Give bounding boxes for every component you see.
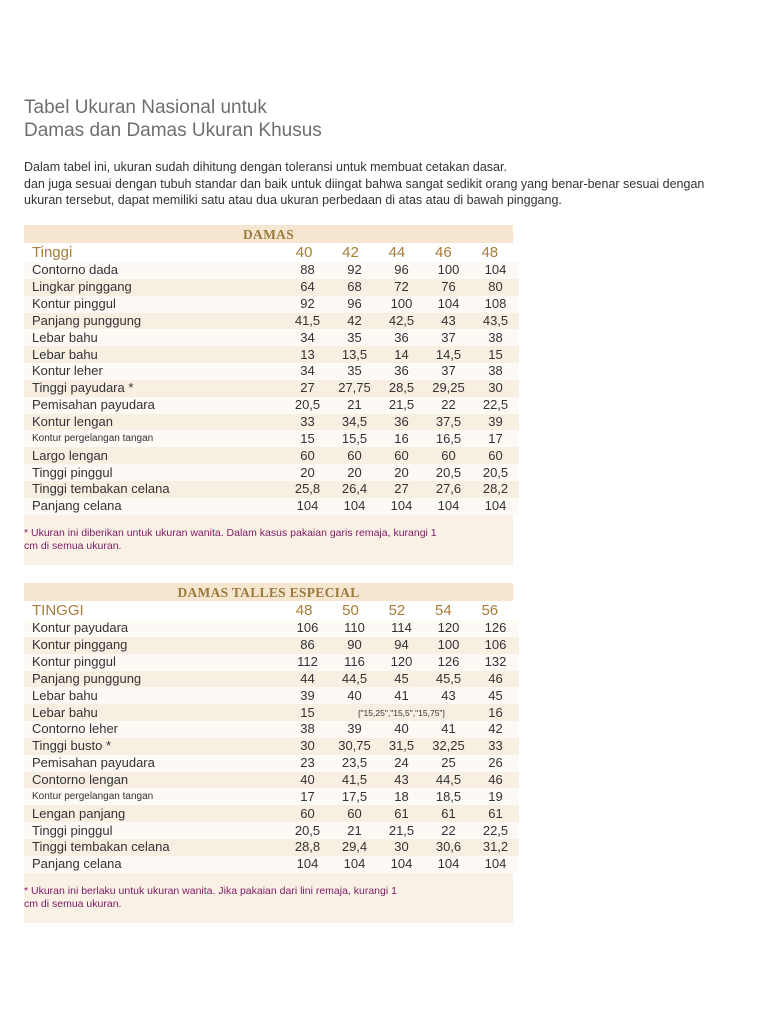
size-header-cell: 50 — [342, 602, 359, 619]
row-value: 22 — [425, 822, 472, 839]
row-value: 36 — [378, 363, 425, 380]
row-value: 80 — [472, 279, 519, 296]
measurement-rows — [24, 620, 519, 873]
row-value: 31,5 — [378, 738, 425, 755]
row-value: 27 — [284, 380, 331, 397]
row-value: 100 — [378, 296, 425, 313]
row-value: 106 — [284, 620, 331, 637]
row-label: Kontur pergelangan tangan — [24, 430, 284, 447]
row-label: Panjang punggung — [24, 313, 284, 330]
row-value: 13 — [284, 346, 331, 363]
row-label: Lingkar pinggang — [24, 279, 284, 296]
row-value: 39 — [284, 687, 331, 704]
row-value: 126 — [472, 620, 519, 637]
row-value: 16 — [378, 430, 425, 447]
row-value: 27,75 — [331, 380, 378, 397]
row-value: 104 — [425, 498, 472, 515]
row-value: 42 — [472, 721, 519, 738]
row-value: 31,2 — [472, 839, 519, 856]
row-value: 39 — [331, 721, 378, 738]
row-value: 45,5 — [425, 671, 472, 688]
row-value: 110 — [331, 620, 378, 637]
intro-paragraph — [24, 159, 744, 209]
row-value: 116 — [331, 654, 378, 671]
table-row — [24, 620, 519, 637]
row-value: 44 — [284, 671, 331, 688]
row-value: 34 — [284, 329, 331, 346]
row-value: 38 — [284, 721, 331, 738]
row-value: 104 — [284, 498, 331, 515]
row-value: 20 — [284, 464, 331, 481]
row-label: Tinggi tembakan celana — [24, 839, 284, 856]
table-row — [24, 262, 519, 279]
row-value: 22 — [425, 397, 472, 414]
table-row — [24, 856, 519, 873]
row-value: 16 — [472, 704, 519, 721]
row-value: 23,5 — [331, 755, 378, 772]
row-value: 21,5 — [378, 397, 425, 414]
row-value: 22,5 — [472, 822, 519, 839]
size-header-cell: 46 — [435, 244, 452, 261]
row-value: 96 — [378, 262, 425, 279]
row-value: 61 — [472, 805, 519, 822]
row-value: 30 — [378, 839, 425, 856]
row-value: 38 — [472, 329, 519, 346]
row-label: Tinggi payudara * — [24, 380, 284, 397]
table-row — [24, 755, 519, 772]
row-value: 43,5 — [472, 313, 519, 330]
row-value: 20 — [331, 464, 378, 481]
row-value: 43 — [425, 313, 472, 330]
row-value: 35 — [331, 363, 378, 380]
row-label: Lebar bahu — [24, 346, 284, 363]
row-value: 104 — [425, 856, 472, 873]
size-table-damas — [24, 225, 513, 565]
row-label: Lengan panjang — [24, 805, 284, 822]
table-row — [24, 414, 519, 431]
row-label: Kontur lengan — [24, 414, 284, 431]
row-value: 28,2 — [472, 481, 519, 498]
row-value: 14 — [378, 346, 425, 363]
row-value: 30 — [284, 738, 331, 755]
row-value: 30,6 — [425, 839, 472, 856]
row-value: 41,5 — [284, 313, 331, 330]
row-value: 40 — [331, 687, 378, 704]
row-value: 29,25 — [425, 380, 472, 397]
table-row — [24, 721, 519, 738]
row-value: 88 — [284, 262, 331, 279]
row-value: 26,4 — [331, 481, 378, 498]
row-value: 100 — [425, 637, 472, 654]
row-value: 90 — [331, 637, 378, 654]
row-label: Kontur pinggang — [24, 637, 284, 654]
size-header-cell: 40 — [295, 244, 313, 261]
row-label: Tinggi pinggul — [24, 822, 284, 839]
row-value: 60 — [284, 805, 331, 822]
row-value: 60 — [425, 447, 472, 464]
intro-line-3: ukuran tersebut, dapat memiliki satu atau dua ukuran perbedaan di atas atau di bawah pinggang. — [24, 193, 562, 207]
row-value: 60 — [284, 447, 331, 464]
row-value: 45 — [472, 687, 519, 704]
row-value: 25,8 — [284, 481, 331, 498]
row-value: 32,25 — [425, 738, 472, 755]
row-value: 104 — [472, 262, 519, 279]
row-value: 21 — [331, 397, 378, 414]
row-value: 14,5 — [425, 346, 472, 363]
row-value: 26 — [472, 755, 519, 772]
intro-line-1: Dalam tabel ini, ukuran sudah dihitung dengan toleransi untuk membuat cetakan dasar. — [24, 160, 507, 174]
row-value: 20,5 — [284, 822, 331, 839]
row-value: 104 — [472, 856, 519, 873]
table-row — [24, 464, 519, 481]
row-value: 114 — [378, 620, 425, 637]
row-label: Lebar bahu — [24, 687, 284, 704]
row-value: 20,5 — [472, 464, 519, 481]
row-label: Panjang celana — [24, 498, 284, 515]
row-value: 61 — [425, 805, 472, 822]
table-row — [24, 481, 519, 498]
table-row — [24, 738, 519, 755]
row-value: 30,75 — [331, 738, 378, 755]
row-label: Lebar bahu — [24, 704, 284, 721]
row-value: 112 — [284, 654, 331, 671]
size-header-cell: 48 — [481, 244, 499, 261]
row-label: Kontur payudara — [24, 620, 284, 637]
row-label: Lebar bahu — [24, 329, 284, 346]
row-value: 35 — [331, 329, 378, 346]
row-value: 20,5 — [425, 464, 472, 481]
row-value: 46 — [472, 772, 519, 789]
row-value: 28,5 — [378, 380, 425, 397]
row-value: 24 — [378, 755, 425, 772]
row-value: 20,5 — [284, 397, 331, 414]
row-value: 37,5 — [425, 414, 472, 431]
row-value: 44,5 — [425, 772, 472, 789]
row-value: 17 — [472, 430, 519, 447]
footnote-line-2: cm di semua ukuran. — [24, 897, 122, 910]
row-label: Kontur pinggul — [24, 296, 284, 313]
row-value: 17 — [284, 788, 331, 805]
row-label: Contorno leher — [24, 721, 284, 738]
row-value: 86 — [284, 637, 331, 654]
row-value: 72 — [378, 279, 425, 296]
table-row — [24, 296, 519, 313]
row-value: 21 — [331, 822, 378, 839]
table-row — [24, 822, 519, 839]
row-value: 36 — [378, 414, 425, 431]
row-label: Panjang punggung — [24, 671, 284, 688]
row-value: 30 — [472, 380, 519, 397]
footnote-line-1: * Ukuran ini berlaku untuk ukuran wanita. Jika pakaian dari lini remaja, kurangi 1 — [24, 884, 397, 897]
row-label: Tinggi busto * — [24, 738, 284, 755]
row-value: 20 — [378, 464, 425, 481]
size-header-row — [24, 243, 513, 262]
row-value-merged: ["15,25","15,5","15,75"] — [331, 704, 472, 721]
row-value: 40 — [378, 721, 425, 738]
table-row — [24, 839, 519, 856]
footnote-line-1: * Ukuran ini diberikan untuk ukuran wanita. Dalam kasus pakaian garis remaja, kurangi 1 — [24, 526, 437, 539]
table-row — [24, 380, 519, 397]
row-value: 36 — [378, 329, 425, 346]
row-value: 15 — [284, 430, 331, 447]
row-value: 41 — [378, 687, 425, 704]
row-value: 41 — [425, 721, 472, 738]
table-row — [24, 397, 519, 414]
table-row — [24, 654, 519, 671]
row-value: 19 — [472, 788, 519, 805]
footnote-line-2: cm di semua ukuran. — [24, 539, 122, 552]
row-value: 39 — [472, 414, 519, 431]
footnote — [24, 873, 513, 923]
row-value: 15 — [472, 346, 519, 363]
size-header-label: Tinggi — [32, 244, 73, 261]
row-value: 22,5 — [472, 397, 519, 414]
size-header-cell: 54 — [435, 602, 452, 619]
row-value: 92 — [284, 296, 331, 313]
page-title-line-2: Damas dan Damas Ukuran Khusus — [24, 120, 322, 141]
row-value: 76 — [425, 279, 472, 296]
row-value: 60 — [378, 447, 425, 464]
row-value: 61 — [378, 805, 425, 822]
row-value: 34,5 — [331, 414, 378, 431]
row-value: 18 — [378, 788, 425, 805]
row-value: 27,6 — [425, 481, 472, 498]
row-label: Tinggi tembakan celana — [24, 481, 284, 498]
size-header-row — [24, 601, 513, 620]
row-value: 40 — [284, 772, 331, 789]
row-label: Pemisahan payudara — [24, 397, 284, 414]
row-value: 23 — [284, 755, 331, 772]
row-value: 46 — [472, 671, 519, 688]
row-value: 104 — [425, 296, 472, 313]
size-header-cell: 44 — [388, 244, 406, 261]
row-value: 43 — [378, 772, 425, 789]
row-value: 60 — [472, 447, 519, 464]
row-label: Contorno lengan — [24, 772, 284, 789]
table-row — [24, 687, 519, 704]
table-row — [24, 637, 519, 654]
row-value: 104 — [284, 856, 331, 873]
table-heading: DAMAS TALLES ESPECIAL — [24, 583, 513, 601]
row-label: Panjang celana — [24, 856, 284, 873]
row-value: 120 — [378, 654, 425, 671]
page-title — [24, 96, 322, 142]
row-value: 16,5 — [425, 430, 472, 447]
row-value: 126 — [425, 654, 472, 671]
table-row — [24, 788, 519, 805]
size-header-cell: 48 — [295, 602, 313, 619]
row-value: 44,5 — [331, 671, 378, 688]
row-value: 41,5 — [331, 772, 378, 789]
row-value: 25 — [425, 755, 472, 772]
row-value: 108 — [472, 296, 519, 313]
row-value: 120 — [425, 620, 472, 637]
table-row — [24, 671, 519, 688]
table-row — [24, 279, 519, 296]
size-header-cell: 42 — [342, 244, 359, 261]
intro-line-2: dan juga sesuai dengan tubuh standar dan baik untuk diingat bahwa sangat sedikit orang yang benar-benar sesuai dengan — [24, 176, 705, 191]
table-row — [24, 704, 519, 721]
table-row — [24, 447, 519, 464]
size-header-cell: 52 — [388, 602, 406, 619]
table-row — [24, 772, 519, 789]
page-title-line-1: Tabel Ukuran Nasional untuk — [24, 97, 267, 118]
row-value: 43 — [425, 687, 472, 704]
size-header-cell: 56 — [481, 602, 499, 619]
size-header-label: TINGGI — [32, 602, 84, 619]
row-value: 96 — [331, 296, 378, 313]
row-value: 106 — [472, 637, 519, 654]
row-value: 94 — [378, 637, 425, 654]
row-value: 38 — [472, 363, 519, 380]
row-value: 60 — [331, 447, 378, 464]
row-label: Kontur pinggul — [24, 654, 284, 671]
row-value: 64 — [284, 279, 331, 296]
size-table-damas-talles-especial — [24, 583, 513, 923]
row-value: 104 — [331, 856, 378, 873]
row-label: Largo lengan — [24, 447, 284, 464]
row-value: 37 — [425, 329, 472, 346]
table-row — [24, 329, 519, 346]
table-heading: DAMAS — [24, 225, 513, 243]
row-value: 104 — [331, 498, 378, 515]
row-value: 37 — [425, 363, 472, 380]
row-value: 92 — [331, 262, 378, 279]
row-value: 104 — [378, 498, 425, 515]
table-row — [24, 346, 519, 363]
row-label: Kontur pergelangan tangan — [24, 788, 284, 805]
row-value: 42 — [331, 313, 378, 330]
row-value: 132 — [472, 654, 519, 671]
row-value: 60 — [331, 805, 378, 822]
row-label: Kontur leher — [24, 363, 284, 380]
row-label: Tinggi pinggul — [24, 464, 284, 481]
table-row — [24, 363, 519, 380]
table-row — [24, 430, 519, 447]
row-value: 68 — [331, 279, 378, 296]
row-value: 34 — [284, 363, 331, 380]
row-value: 45 — [378, 671, 425, 688]
row-value: 104 — [472, 498, 519, 515]
row-label: Contorno dada — [24, 262, 284, 279]
row-value: 42,5 — [378, 313, 425, 330]
row-value: 17,5 — [331, 788, 378, 805]
row-value: 15 — [284, 704, 331, 721]
row-value: 33 — [472, 738, 519, 755]
table-row — [24, 805, 519, 822]
row-value: 33 — [284, 414, 331, 431]
measurement-rows — [24, 262, 519, 515]
row-value: 21,5 — [378, 822, 425, 839]
row-value: 100 — [425, 262, 472, 279]
row-value: 28,8 — [284, 839, 331, 856]
row-value: 104 — [378, 856, 425, 873]
row-value: 27 — [378, 481, 425, 498]
row-label: Pemisahan payudara — [24, 755, 284, 772]
row-value: 29,4 — [331, 839, 378, 856]
table-row — [24, 313, 519, 330]
row-value: 18,5 — [425, 788, 472, 805]
row-value: 15,5 — [331, 430, 378, 447]
row-value: 13,5 — [331, 346, 378, 363]
table-row — [24, 498, 519, 515]
footnote — [24, 515, 513, 565]
